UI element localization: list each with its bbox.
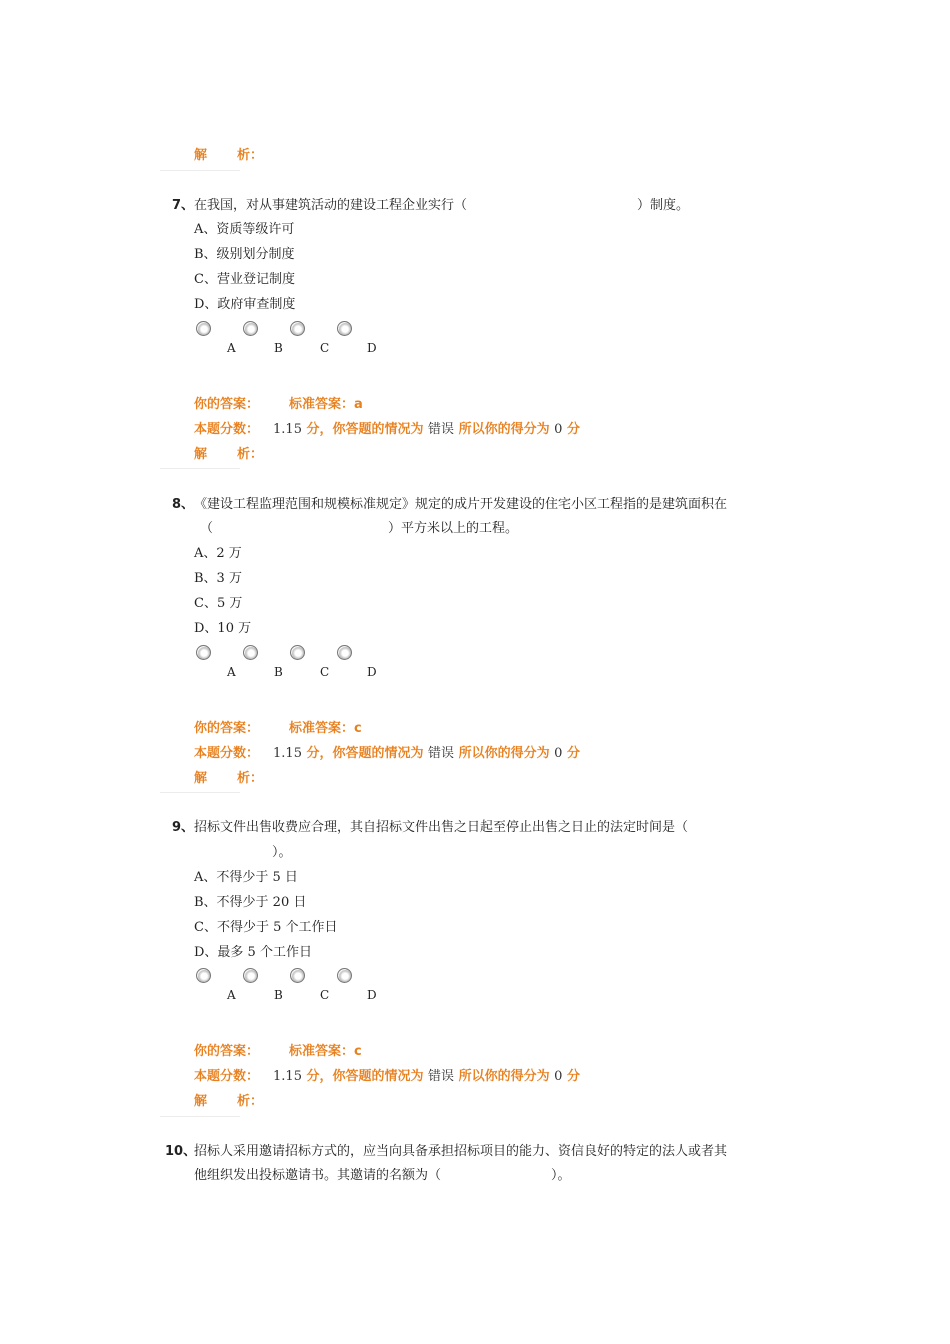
radio-label-b: B bbox=[274, 988, 283, 1002]
result-value: 错误 bbox=[428, 1069, 455, 1084]
answer-row bbox=[194, 396, 363, 414]
radio-label-c: C bbox=[320, 988, 330, 1002]
radio-d[interactable] bbox=[337, 321, 352, 336]
analysis-label-a: 解 bbox=[194, 447, 208, 462]
points-unit-label: 分，你答题的情况为 bbox=[306, 1069, 424, 1084]
question-text-part: （ bbox=[200, 521, 214, 536]
question-text-part: 《建设工程监理范围和规模标准规定》规定的成片开发建设的住宅小区工程指的是建筑面积在 bbox=[194, 497, 728, 512]
radio-d[interactable] bbox=[337, 968, 352, 983]
question-text-part: 在我国，对从事建筑活动的建设工程企业实行（ bbox=[194, 198, 468, 213]
option-b: B、级别划分制度 bbox=[194, 247, 295, 262]
question-text-part: ）。 bbox=[272, 845, 292, 860]
radio-a[interactable] bbox=[196, 321, 211, 336]
your-score-value: 0 bbox=[554, 1069, 563, 1084]
radio-label-d: D bbox=[367, 341, 377, 355]
radio-b[interactable] bbox=[243, 321, 258, 336]
option-c: C、营业登记制度 bbox=[194, 272, 295, 287]
your-answer-label: 你的答案： bbox=[194, 1044, 260, 1059]
result-value: 错误 bbox=[428, 422, 455, 437]
radio-label-d: D bbox=[367, 665, 377, 679]
your-score-value: 0 bbox=[554, 422, 563, 437]
option-d: D、最多 5 个工作日 bbox=[194, 945, 312, 960]
option-d: D、政府审查制度 bbox=[194, 297, 296, 312]
score-suffix-label: 分 bbox=[566, 746, 580, 761]
radio-a[interactable] bbox=[196, 968, 211, 983]
points-value: 1.15 bbox=[273, 422, 302, 437]
score-label: 本题分数： bbox=[194, 422, 260, 437]
separator bbox=[160, 1116, 240, 1117]
question-number: 8、 bbox=[172, 497, 195, 512]
analysis-label-a: 解 bbox=[194, 771, 208, 786]
separator bbox=[160, 792, 240, 793]
separator bbox=[160, 468, 240, 469]
analysis-label-b: 析： bbox=[237, 148, 264, 163]
separator bbox=[160, 170, 240, 171]
option-a: A、资质等级许可 bbox=[194, 222, 295, 237]
radio-label-c: C bbox=[320, 665, 330, 679]
radio-label-a: A bbox=[227, 341, 236, 355]
your-answer-label: 你的答案： bbox=[194, 721, 260, 736]
question-text bbox=[194, 819, 688, 837]
your-score-label: 所以你的得分为 bbox=[458, 1069, 550, 1084]
answer-row bbox=[194, 720, 362, 738]
analysis-label bbox=[194, 446, 263, 464]
analysis-label bbox=[194, 1093, 263, 1111]
question-text-part: 招标人采用邀请招标方式的，应当向具备承担招标项目的能力、资信良好的特定的法人或者其 bbox=[194, 1144, 728, 1159]
standard-answer-label: 标准答案： bbox=[289, 721, 355, 736]
radio-label-a: A bbox=[227, 988, 236, 1002]
answer-radio-group bbox=[196, 968, 366, 984]
question-text-line2 bbox=[194, 1167, 571, 1185]
answer-radio-group bbox=[196, 321, 366, 337]
option-c: C、不得少于 5 个工作日 bbox=[194, 920, 338, 935]
standard-answer-value: c bbox=[354, 721, 362, 736]
answer-row bbox=[194, 1043, 362, 1061]
radio-a[interactable] bbox=[196, 645, 211, 660]
radio-c[interactable] bbox=[290, 968, 305, 983]
your-score-value: 0 bbox=[554, 746, 563, 761]
option-b: B、3 万 bbox=[194, 571, 242, 586]
analysis-label-a: 解 bbox=[194, 1094, 208, 1109]
your-answer-label: 你的答案： bbox=[194, 397, 260, 412]
radio-c[interactable] bbox=[290, 645, 305, 660]
option-b: B、不得少于 20 日 bbox=[194, 895, 307, 910]
question-number: 7、 bbox=[172, 198, 195, 213]
radio-b[interactable] bbox=[243, 645, 258, 660]
result-value: 错误 bbox=[428, 746, 455, 761]
radio-labels bbox=[196, 988, 396, 1004]
score-row bbox=[194, 1068, 580, 1086]
points-unit-label: 分，你答题的情况为 bbox=[306, 746, 424, 761]
score-suffix-label: 分 bbox=[566, 422, 580, 437]
analysis-label-b: 析： bbox=[237, 771, 264, 786]
radio-label-b: B bbox=[274, 341, 283, 355]
points-unit-label: 分，你答题的情况为 bbox=[306, 422, 424, 437]
analysis-label-b: 析： bbox=[237, 1094, 264, 1109]
radio-b[interactable] bbox=[243, 968, 258, 983]
question-text-part: ）制度。 bbox=[637, 198, 690, 213]
points-value: 1.15 bbox=[273, 746, 302, 761]
radio-c[interactable] bbox=[290, 321, 305, 336]
radio-label-d: D bbox=[367, 988, 377, 1002]
radio-label-a: A bbox=[227, 665, 236, 679]
your-score-label: 所以你的得分为 bbox=[458, 422, 550, 437]
score-row bbox=[194, 421, 580, 439]
standard-answer-label: 标准答案： bbox=[289, 397, 355, 412]
analysis-label-b: 析： bbox=[237, 447, 264, 462]
radio-d[interactable] bbox=[337, 645, 352, 660]
radio-labels bbox=[196, 665, 396, 681]
standard-answer-value: c bbox=[354, 1044, 362, 1059]
score-suffix-label: 分 bbox=[566, 1069, 580, 1084]
question-text-part: 他组织发出投标邀请书。其邀请的名额为（ bbox=[194, 1168, 442, 1183]
question-number: 9、 bbox=[172, 820, 195, 835]
option-c: C、5 万 bbox=[194, 596, 243, 611]
radio-labels bbox=[196, 341, 396, 357]
question-text-part: ）平方米以上的工程。 bbox=[388, 521, 519, 536]
radio-label-c: C bbox=[320, 341, 330, 355]
question-text-part: ）。 bbox=[551, 1168, 571, 1183]
your-score-label: 所以你的得分为 bbox=[458, 746, 550, 761]
analysis-label bbox=[194, 770, 263, 788]
answer-radio-group bbox=[196, 645, 366, 661]
score-label: 本题分数： bbox=[194, 746, 260, 761]
score-label: 本题分数： bbox=[194, 1069, 260, 1084]
question-text-line2 bbox=[272, 844, 292, 862]
question-text-line2 bbox=[200, 520, 518, 538]
question-number: 10、 bbox=[165, 1144, 197, 1159]
option-a: A、2 万 bbox=[194, 546, 242, 561]
question-text bbox=[194, 496, 727, 514]
points-value: 1.15 bbox=[273, 1069, 302, 1084]
radio-label-b: B bbox=[274, 665, 283, 679]
question-text bbox=[194, 1143, 727, 1161]
option-d: D、10 万 bbox=[194, 621, 252, 636]
question-text bbox=[194, 197, 689, 215]
score-row bbox=[194, 745, 580, 763]
analysis-label-a: 解 bbox=[194, 148, 208, 163]
standard-answer-value: a bbox=[354, 397, 363, 412]
option-a: A、不得少于 5 日 bbox=[194, 870, 298, 885]
analysis-label bbox=[194, 147, 263, 165]
standard-answer-label: 标准答案： bbox=[289, 1044, 355, 1059]
question-text-part: 招标文件出售收费应合理，其自招标文件出售之日起至停止出售之日止的法定时间是（ bbox=[194, 820, 689, 835]
